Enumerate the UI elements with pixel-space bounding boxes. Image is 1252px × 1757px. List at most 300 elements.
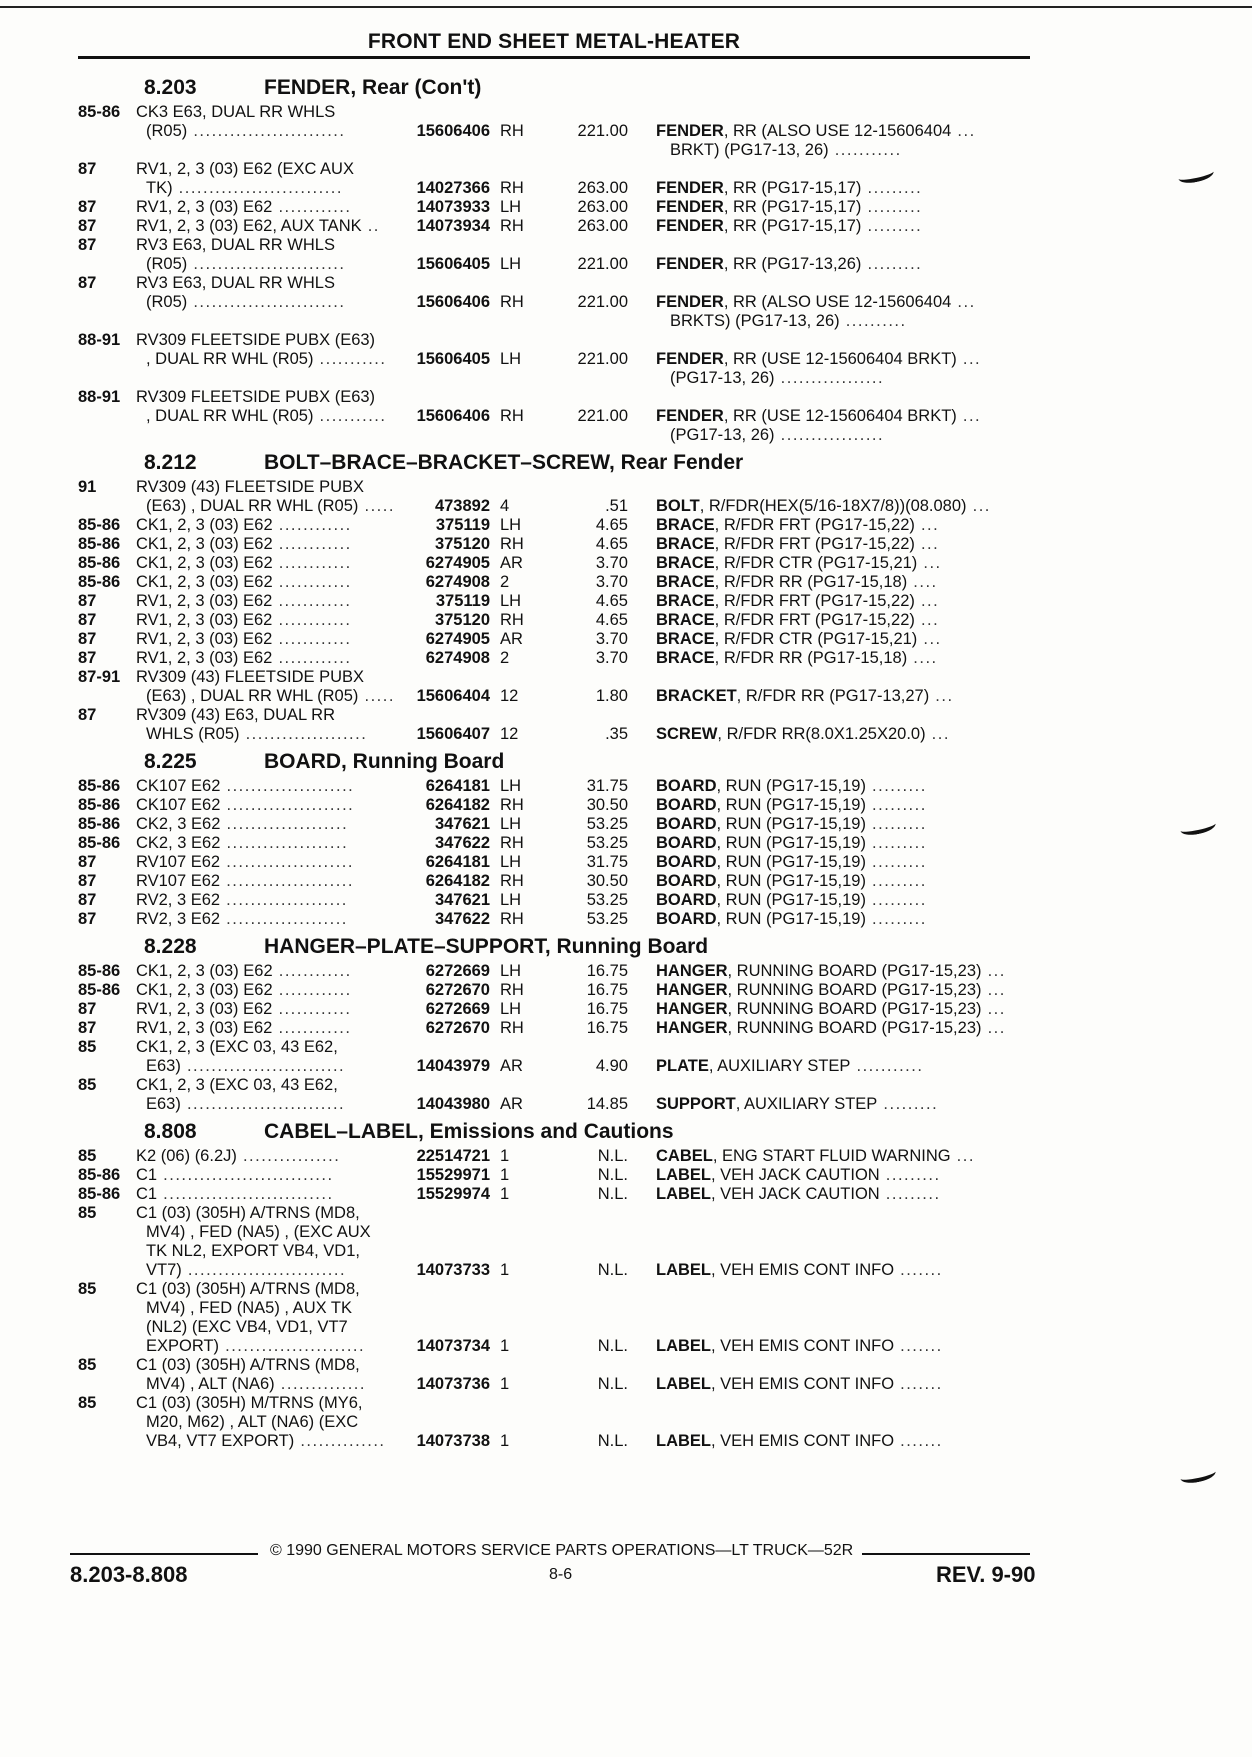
application-desc — [136, 1356, 398, 1375]
part-name — [628, 141, 1016, 160]
part-number: 22514721 — [416, 1147, 490, 1165]
model-year: 87 — [78, 891, 97, 909]
top-border — [0, 6, 1252, 8]
part-number: 347622 — [434, 910, 490, 928]
part-name — [628, 198, 1016, 217]
model-year: 87 — [78, 274, 97, 292]
application-desc — [136, 1261, 398, 1280]
leader-dots: ......... — [865, 891, 927, 909]
quantity: LH — [500, 815, 522, 833]
part-name — [628, 649, 1016, 668]
part-number: 14073736 — [416, 1375, 490, 1393]
part-name-detail: , R/FDR FRT (PG17-15,22) — [714, 592, 915, 610]
part-name-bold: HANGER — [656, 981, 728, 999]
catalog-row-continued — [78, 497, 1038, 516]
leader-dots: .................... — [239, 725, 368, 743]
model-year — [78, 1318, 136, 1337]
catalog-row-continued — [78, 255, 1038, 274]
catalog-row — [78, 592, 1038, 611]
part-number — [398, 1413, 490, 1432]
application-desc — [136, 407, 398, 426]
price — [548, 274, 628, 293]
leader-dots: ... — [956, 407, 982, 425]
leader-dots: ........... — [828, 141, 902, 159]
part-name-detail: , RUNNING BOARD (PG17-15,23) — [727, 962, 982, 980]
leader-dots: .......................... — [180, 1057, 346, 1075]
application-desc — [136, 910, 398, 929]
leader-dots: .... — [907, 649, 938, 667]
part-number: 347622 — [434, 834, 490, 852]
application-text: K2 (06) (6.2J) — [136, 1147, 237, 1165]
price: 263.00 — [577, 179, 628, 197]
catalog-row — [78, 331, 1038, 350]
part-name — [628, 1076, 1016, 1095]
catalog-row-continued — [78, 122, 1038, 141]
application-desc — [136, 478, 398, 497]
model-year — [78, 1261, 136, 1280]
part-name-bold: BOARD — [656, 796, 717, 814]
quantity: RH — [500, 796, 524, 814]
empty-cell — [136, 369, 398, 388]
part-name — [628, 1337, 1016, 1356]
catalog-row — [78, 853, 1038, 872]
application-text: C1 (03) (305H) A/TRNS (MD8, — [136, 1280, 360, 1298]
application-desc — [136, 122, 398, 141]
section-title: BOARD, Running Board — [264, 750, 505, 773]
catalog-row-continued — [78, 312, 1038, 331]
quantity: 1 — [500, 1147, 510, 1165]
model-year — [78, 1223, 136, 1242]
price: 4.90 — [595, 1057, 628, 1075]
binding-mark — [1179, 1464, 1217, 1485]
leader-dots: ... — [951, 122, 976, 140]
application-text: TK NL2, EXPORT VB4, VD1, — [146, 1242, 360, 1260]
price: 4.65 — [595, 592, 628, 610]
application-desc — [136, 293, 398, 312]
part-name-detail: , VEH EMIS CONT INFO — [711, 1337, 895, 1355]
application-desc — [136, 1185, 398, 1204]
part-number — [398, 706, 490, 725]
price: N.L. — [597, 1166, 628, 1184]
leader-dots: ........... — [313, 407, 387, 425]
empty-cell — [136, 426, 398, 445]
price: 221.00 — [577, 122, 628, 140]
revision: REV. 9-90 — [936, 1562, 1036, 1587]
application-text: RV1, 2, 3 (03) E62 (EXC AUX — [136, 160, 354, 178]
catalog-row — [78, 103, 1038, 122]
part-name-detail: , RR (USE 12-15606404 BRKT) — [723, 407, 957, 425]
part-name-detail: , VEH JACK CAUTION — [711, 1166, 880, 1184]
model-year — [78, 1432, 136, 1451]
application-text: CK1, 2, 3 (03) E62 — [136, 554, 273, 572]
part-number: 15606407 — [416, 725, 490, 743]
application-desc — [136, 611, 398, 630]
application-text: C1 — [136, 1166, 158, 1184]
catalog-row — [78, 274, 1038, 293]
application-desc — [136, 1223, 398, 1242]
application-text: (NL2) (EXC VB4, VD1, VT7 — [146, 1318, 348, 1336]
part-name — [628, 1318, 1016, 1337]
leader-dots: ... — [925, 725, 950, 743]
model-year — [78, 407, 136, 426]
model-year — [78, 293, 136, 312]
catalog-row — [78, 516, 1038, 535]
quantity: LH — [500, 777, 522, 795]
price: 221.00 — [577, 407, 628, 425]
application-text: CK1, 2, 3 (03) E62 — [136, 981, 273, 999]
part-name-bold: LABEL — [656, 1432, 711, 1450]
catalog-row — [78, 1280, 1038, 1299]
application-desc — [136, 872, 398, 891]
model-year — [78, 1057, 136, 1076]
quantity: LH — [500, 350, 522, 368]
application-text: CK3 E63, DUAL RR WHLS — [136, 103, 336, 121]
application-desc — [136, 668, 398, 687]
price — [548, 160, 628, 179]
part-name-bold: LABEL — [656, 1166, 711, 1184]
application-desc — [136, 1394, 398, 1413]
quantity: LH — [500, 891, 522, 909]
quantity: 12 — [500, 725, 519, 743]
part-number: 15606405 — [416, 255, 490, 273]
catalog-row — [78, 611, 1038, 630]
model-year: 87 — [78, 872, 97, 890]
parts-catalog — [78, 70, 1038, 1451]
section-number: 8.228 — [144, 935, 197, 958]
quantity: RH — [500, 1019, 524, 1037]
quantity: LH — [500, 853, 522, 871]
quantity: RH — [500, 407, 524, 425]
model-year: 85 — [78, 1280, 97, 1298]
application-text: RV309 (43) FLEETSIDE PUBX — [136, 478, 365, 496]
part-name-detail: , R/FDR FRT (PG17-15,22) — [714, 516, 915, 534]
price: 53.25 — [586, 910, 628, 928]
application-desc — [136, 1280, 398, 1299]
section-title: FENDER, Rear (Con't) — [264, 76, 482, 99]
quantity — [490, 1242, 548, 1261]
empty-cell — [78, 426, 136, 445]
part-number — [398, 1204, 490, 1223]
quantity — [490, 331, 548, 350]
application-desc — [136, 1038, 398, 1057]
empty-cell — [398, 141, 490, 160]
section-heading — [78, 1116, 1038, 1144]
leader-dots: ... — [966, 497, 991, 515]
application-desc — [136, 388, 398, 407]
quantity: AR — [500, 1095, 523, 1113]
part-name — [628, 910, 1016, 929]
application-desc — [136, 350, 398, 369]
part-name-detail: , RR (ALSO USE 12-15606404 — [723, 293, 952, 311]
part-number — [398, 236, 490, 255]
catalog-row-continued — [78, 1299, 1038, 1318]
model-year — [78, 1299, 136, 1318]
part-name-detail: , RR (USE 12-15606404 BRKT) — [723, 350, 957, 368]
application-desc — [136, 706, 398, 725]
application-text: CK107 E62 — [136, 796, 221, 814]
part-name — [628, 179, 1016, 198]
application-text: RV2, 3 E62 — [136, 910, 221, 928]
application-desc — [136, 573, 398, 592]
catalog-row-continued — [78, 687, 1038, 706]
price — [548, 1280, 628, 1299]
model-year: 87 — [78, 910, 97, 928]
application-text: (E63) , DUAL RR WHL (R05) — [146, 687, 359, 705]
quantity — [490, 1076, 548, 1095]
part-number: 14073933 — [416, 198, 490, 216]
price: N.L. — [597, 1261, 628, 1279]
catalog-row — [78, 198, 1038, 217]
quantity: LH — [500, 592, 522, 610]
part-name — [628, 1000, 1016, 1019]
quantity — [490, 1356, 548, 1375]
catalog-row-continued — [78, 1413, 1038, 1432]
part-name-detail: , RUNNING BOARD (PG17-15,23) — [727, 1000, 982, 1018]
model-year: 85-86 — [78, 1166, 121, 1184]
leader-dots: ............ — [272, 198, 352, 216]
application-text: E63) — [146, 1057, 181, 1075]
application-desc — [136, 796, 398, 815]
price — [548, 1356, 628, 1375]
empty-cell — [78, 369, 136, 388]
model-year: 85-86 — [78, 777, 121, 795]
binding-mark — [1179, 816, 1217, 837]
part-number: 347621 — [434, 891, 490, 909]
price: 14.85 — [586, 1095, 628, 1113]
part-name-bold: BOLT — [656, 497, 700, 515]
application-desc — [136, 535, 398, 554]
header-rule — [78, 56, 1030, 59]
section-heading — [78, 931, 1038, 959]
part-number: 6272670 — [425, 1019, 490, 1037]
leader-dots: ..... — [358, 687, 395, 705]
quantity: LH — [500, 198, 522, 216]
part-number: 15606406 — [416, 122, 490, 140]
catalog-row-continued — [78, 725, 1038, 744]
model-year: 88-91 — [78, 388, 121, 406]
application-desc — [136, 1242, 398, 1261]
model-year — [78, 255, 136, 274]
leader-dots: .................... — [220, 834, 349, 852]
part-name-detail: , RR (ALSO USE 12-15606404 — [723, 122, 952, 140]
leader-dots: ......... — [879, 1185, 941, 1203]
application-desc — [136, 331, 398, 350]
binding-mark — [1177, 164, 1215, 185]
price: 3.70 — [595, 649, 628, 667]
part-name-bold: BRACE — [656, 611, 715, 629]
model-year: 87-91 — [78, 668, 121, 686]
leader-dots: ..... — [358, 497, 395, 515]
quantity: RH — [500, 981, 524, 999]
price: 3.70 — [595, 573, 628, 591]
catalog-row — [78, 706, 1038, 725]
quantity: AR — [500, 554, 523, 572]
empty-cell — [490, 312, 548, 331]
price: 16.75 — [586, 962, 628, 980]
quantity: 1 — [500, 1337, 510, 1355]
leader-dots: .......... — [839, 312, 907, 330]
price: 221.00 — [577, 293, 628, 311]
application-text: CK1, 2, 3 (03) E62 — [136, 962, 273, 980]
part-name-bold: BOARD — [656, 815, 717, 833]
part-name-bold: CABEL — [656, 1147, 713, 1165]
part-number: 6264181 — [425, 853, 490, 871]
leader-dots: ............................ — [157, 1185, 334, 1203]
catalog-row — [78, 1394, 1038, 1413]
price — [548, 1413, 628, 1432]
part-name-bold: LABEL — [656, 1337, 711, 1355]
application-text: VT7) — [146, 1261, 182, 1279]
application-text: VB4, VT7 EXPORT) — [146, 1432, 295, 1450]
model-year: 87 — [78, 649, 97, 667]
model-year — [78, 1337, 136, 1356]
leader-dots: ......... — [861, 217, 923, 235]
price — [548, 388, 628, 407]
part-name-bold: BRACE — [656, 649, 715, 667]
leader-dots: ..................... — [220, 872, 354, 890]
model-year: 85-86 — [78, 796, 121, 814]
part-name — [628, 592, 1016, 611]
part-name-detail: , R/FDR(HEX(5/16-18X7/8))(08.080) — [699, 497, 967, 515]
application-text: RV107 E62 — [136, 872, 221, 890]
part-name — [628, 1057, 1016, 1076]
part-name-bold: LABEL — [656, 1185, 711, 1203]
application-desc — [136, 1375, 398, 1394]
part-number: 14043980 — [416, 1095, 490, 1113]
part-name-detail: , R/FDR RR (PG17-13,27) — [736, 687, 930, 705]
application-text: RV2, 3 E62 — [136, 891, 221, 909]
price: 263.00 — [577, 198, 628, 216]
catalog-row-continued — [78, 1337, 1038, 1356]
part-name — [628, 1223, 1016, 1242]
part-name — [628, 350, 1016, 369]
model-year: 85-86 — [78, 573, 121, 591]
price: 53.25 — [586, 834, 628, 852]
application-text: RV107 E62 — [136, 853, 221, 871]
application-text: CK107 E62 — [136, 777, 221, 795]
part-name — [628, 217, 1016, 236]
catalog-row-continued — [78, 407, 1038, 426]
application-text: (R05) — [146, 293, 188, 311]
price: 1.80 — [595, 687, 628, 705]
application-text: CK2, 3 E62 — [136, 834, 221, 852]
leader-dots: ......... — [877, 1095, 939, 1113]
part-name-detail: BRKTS) (PG17-13, 26) — [670, 312, 840, 330]
part-name-detail: , RUN (PG17-15,19) — [716, 777, 866, 795]
application-desc — [136, 255, 398, 274]
application-desc — [136, 853, 398, 872]
model-year: 85-86 — [78, 535, 121, 553]
application-text: TK) — [146, 179, 173, 197]
leader-dots: ................ — [236, 1147, 341, 1165]
empty-cell — [398, 312, 490, 331]
price — [548, 478, 628, 497]
part-number: 14027366 — [416, 179, 490, 197]
model-year: 85-86 — [78, 1185, 121, 1203]
part-name-bold: HANGER — [656, 1000, 728, 1018]
catalog-row — [78, 796, 1038, 815]
leader-dots: ......... — [865, 910, 927, 928]
part-name — [628, 1375, 1016, 1394]
part-name-bold: BRACE — [656, 630, 715, 648]
application-desc — [136, 516, 398, 535]
application-desc — [136, 891, 398, 910]
part-number: 6272670 — [425, 981, 490, 999]
catalog-row-continued — [78, 350, 1038, 369]
application-desc — [136, 815, 398, 834]
part-number: 6264182 — [425, 872, 490, 890]
quantity — [490, 668, 548, 687]
part-name-bold: FENDER — [656, 198, 724, 216]
model-year: 85-86 — [78, 981, 121, 999]
application-text: C1 (03) (305H) M/TRNS (MY6, — [136, 1394, 363, 1412]
price: 30.50 — [586, 796, 628, 814]
catalog-row — [78, 815, 1038, 834]
leader-dots: ..................... — [220, 796, 355, 814]
part-name — [628, 853, 1016, 872]
part-name-bold: SCREW — [656, 725, 718, 743]
model-year: 85 — [78, 1394, 97, 1412]
part-number: 6272669 — [425, 962, 490, 980]
leader-dots: ....... — [894, 1375, 943, 1393]
part-name-detail: , ENG START FLUID WARNING — [712, 1147, 951, 1165]
leader-dots: ............ — [272, 630, 352, 648]
part-name — [628, 1299, 1016, 1318]
leader-dots: ......................... — [187, 293, 346, 311]
empty-cell — [398, 426, 490, 445]
leader-dots: .... — [907, 573, 938, 591]
quantity — [490, 103, 548, 122]
leader-dots: ... — [951, 293, 976, 311]
leader-dots: ............ — [272, 516, 352, 534]
quantity — [490, 478, 548, 497]
leader-dots: ............ — [272, 592, 352, 610]
application-text: MV4) , FED (NA5) , (EXC AUX — [146, 1223, 371, 1241]
leader-dots: ............ — [272, 611, 352, 629]
part-name-detail: , R/FDR RR (PG17-15,18) — [714, 649, 908, 667]
price — [548, 668, 628, 687]
part-number: 375119 — [435, 592, 490, 610]
part-name-detail: , RUN (PG17-15,19) — [716, 853, 866, 871]
empty-cell — [398, 369, 490, 388]
part-name — [628, 962, 1016, 981]
leader-dots: ........... — [850, 1057, 924, 1075]
empty-cell — [490, 426, 548, 445]
empty-cell — [490, 141, 548, 160]
price: 53.25 — [586, 815, 628, 833]
application-text: RV309 FLEETSIDE PUBX (E63) — [136, 331, 376, 349]
quantity: RH — [500, 535, 524, 553]
leader-dots: ... — [981, 1000, 1006, 1018]
quantity: LH — [500, 255, 522, 273]
part-name-bold: PLATE — [656, 1057, 709, 1075]
model-year — [78, 497, 136, 516]
application-text: RV1, 2, 3 (03) E62 — [136, 649, 273, 667]
part-number: 6264181 — [425, 777, 490, 795]
section-number: 8.225 — [144, 750, 197, 773]
model-year: 87 — [78, 1019, 97, 1037]
application-desc — [136, 1019, 398, 1038]
part-number — [398, 274, 490, 293]
part-name-detail: , RUNNING BOARD (PG17-15,23) — [727, 1019, 982, 1037]
leader-dots: ... — [914, 611, 940, 629]
part-name — [628, 1432, 1016, 1451]
price: .51 — [605, 497, 628, 515]
leader-dots: .............. — [294, 1432, 386, 1450]
application-desc — [136, 274, 398, 293]
application-desc — [136, 497, 398, 516]
part-number — [398, 1318, 490, 1337]
